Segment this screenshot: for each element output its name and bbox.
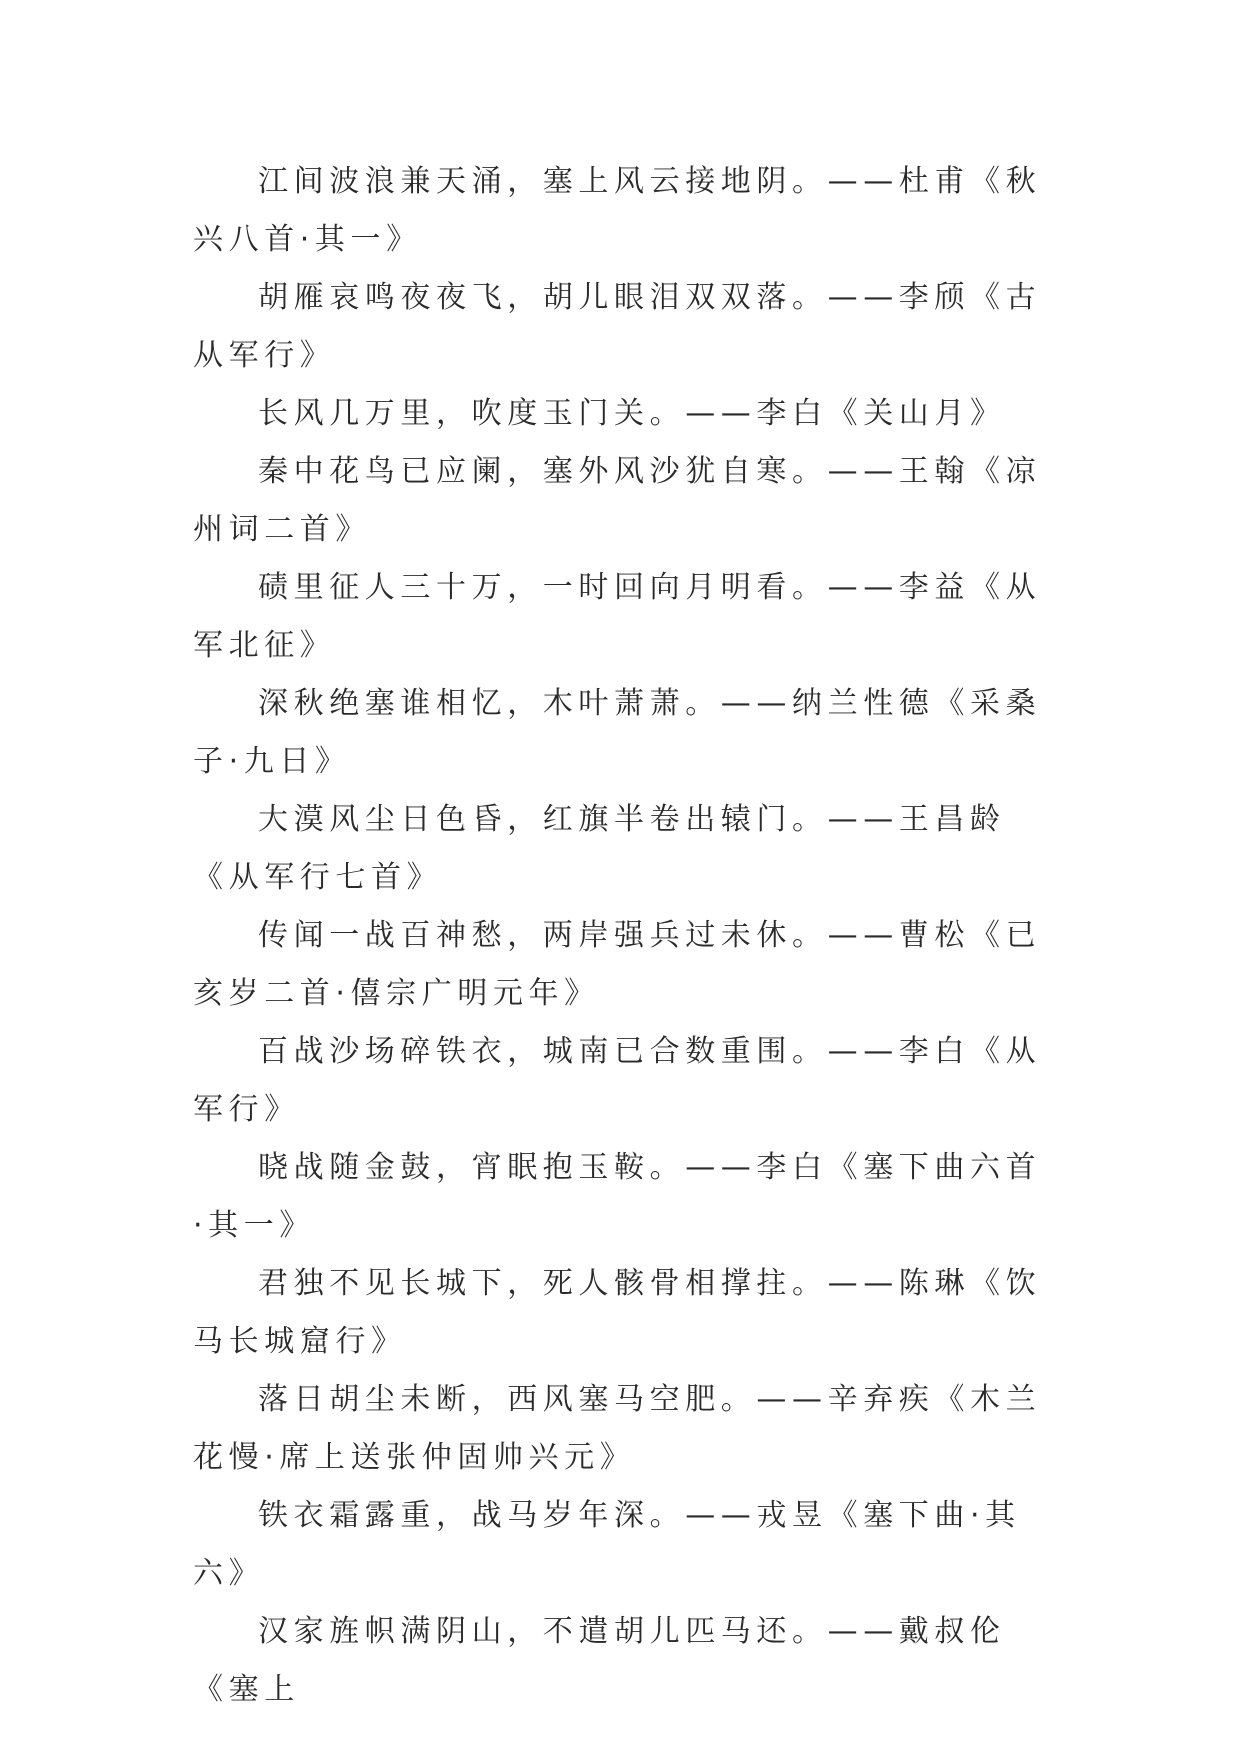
verse-paragraph: 碛里征人三十万，一时回向月明看。——李益《从军北征》 bbox=[193, 570, 1042, 663]
verse-paragraph: 百战沙场碎铁衣，城南已合数重围。——李白《从军行》 bbox=[193, 1034, 1042, 1127]
verse-paragraph: 江间波浪兼天涌，塞上风云接地阴。——杜甫《秋兴八首·其一》 bbox=[193, 164, 1042, 257]
verse-paragraph: 铁衣霜露重，战马岁年深。——戎昱《塞下曲·其六》 bbox=[193, 1498, 1021, 1591]
verse-paragraph: 秦中花鸟已应阑，塞外风沙犹自寒。——王翰《凉州词二首》 bbox=[193, 454, 1042, 547]
verse-paragraph: 君独不见长城下，死人骸骨相撑拄。——陈琳《饮马长城窟行》 bbox=[193, 1266, 1042, 1359]
verse-paragraph: 晓战随金鼓，宵眠抱玉鞍。——李白《塞下曲六首·其一》 bbox=[193, 1150, 1042, 1243]
verse-paragraph: 落日胡尘未断，西风塞马空肥。——辛弃疾《木兰花慢·席上送张仲固帅兴元》 bbox=[193, 1382, 1042, 1475]
verse-paragraph: 传闻一战百神愁，两岸强兵过未休。——曹松《已亥岁二首·僖宗广明元年》 bbox=[193, 918, 1042, 1011]
verse-paragraph: 汉家旌帜满阴山，不遣胡儿匹马还。——戴叔伦《塞上 bbox=[193, 1614, 1006, 1707]
verse-paragraph: 长风几万里，吹度玉门关。——李白《关山月》 bbox=[258, 396, 1006, 431]
verse-paragraph: 胡雁哀鸣夜夜飞，胡儿眼泪双双落。——李颀《古从军行》 bbox=[193, 280, 1042, 373]
poem-list bbox=[193, 153, 1053, 1719]
verse-paragraph: 深秋绝塞谁相忆，木叶萧萧。——纳兰性德《采桑子·九日》 bbox=[193, 686, 1042, 779]
verse-paragraph: 大漠风尘日色昏，红旗半卷出辕门。——王昌龄《从军行七首》 bbox=[193, 802, 1006, 895]
